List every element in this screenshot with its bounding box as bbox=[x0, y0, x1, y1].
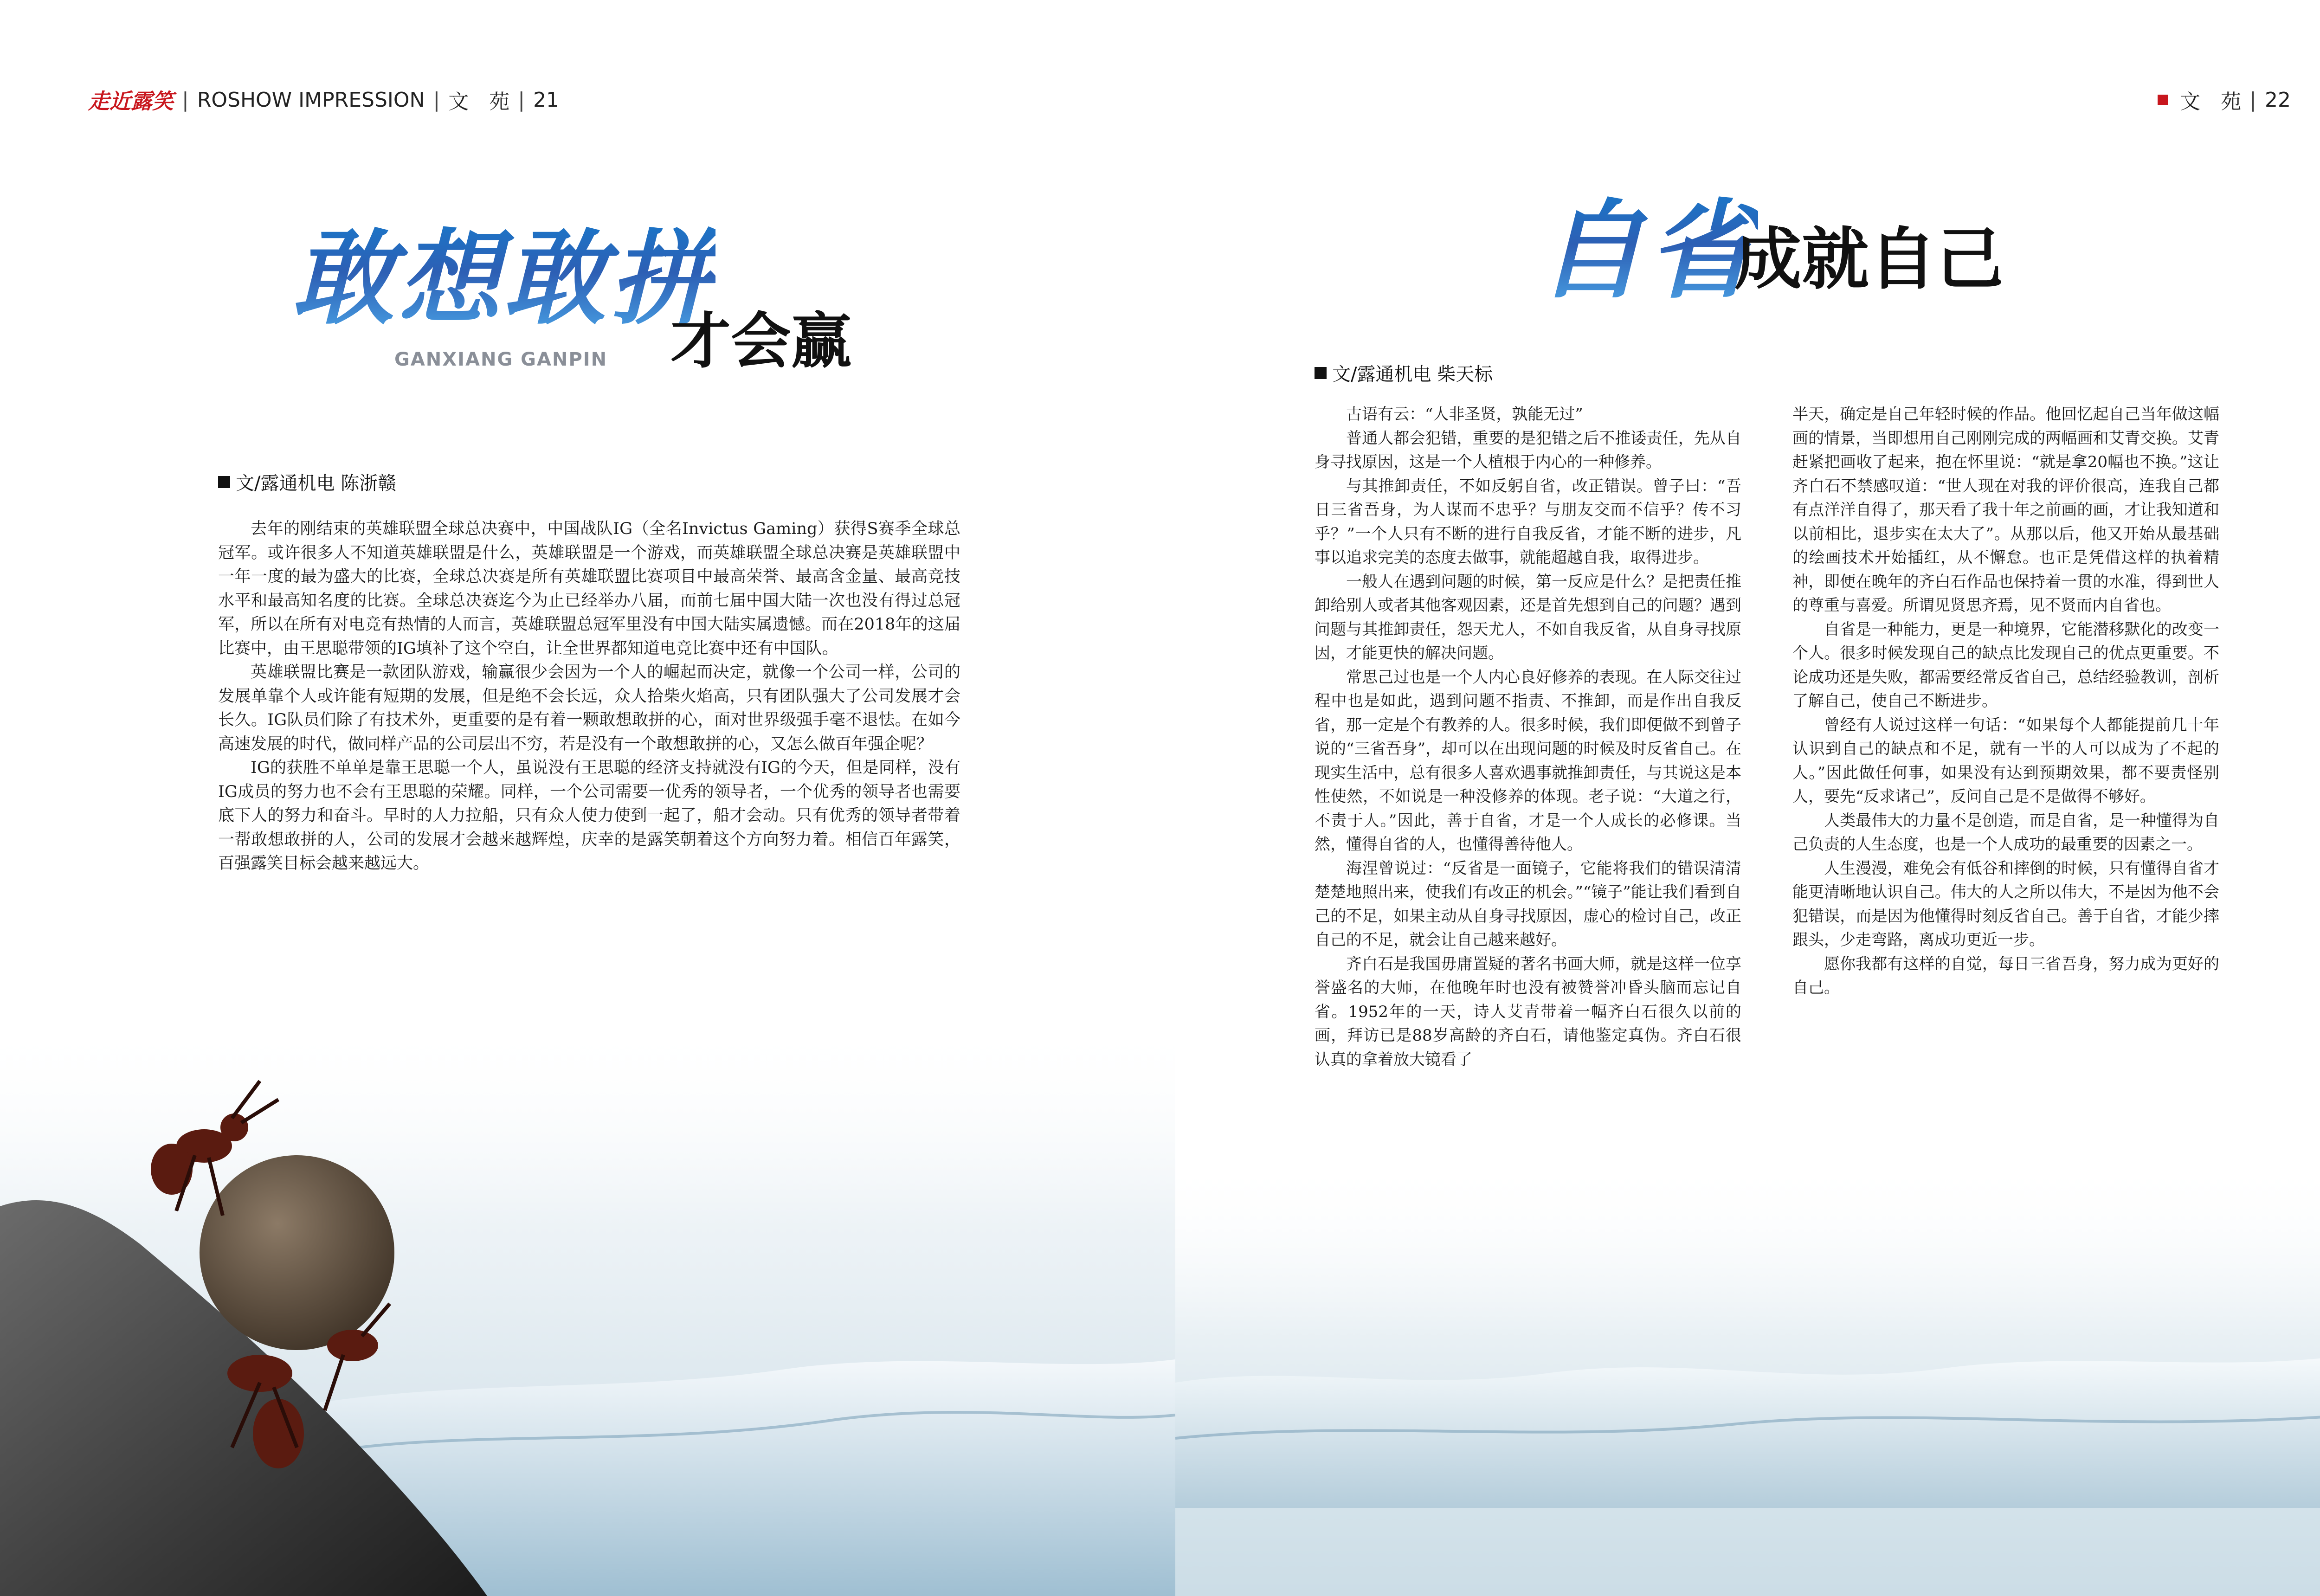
paragraph: 自省是一种能力，更是一种境界，它能潜移默化的改变一个人。很多时候发现自己的缺点比发现自己的优点更重要。不论成功还是失败，都需要经常反省自己，总结经验教训，剖析了解自己，使自己不断进步。 bbox=[1792, 620, 2219, 710]
byline-text: 文/露通机电 陈浙赣 bbox=[236, 473, 397, 494]
brand-logo: 走近露笑 bbox=[88, 89, 174, 114]
paragraph: 人生漫漫，难免会有低谷和摔倒的时候，只有懂得自省才能更清晰地认识自己。伟大的人之所以伟大，不是因为他不会犯错误，而是因为他懂得时刻反省自己。善于自省，才能少摔跟头，少走弯路，离成功更近一步。 bbox=[1792, 859, 2219, 949]
byline-square-icon bbox=[1315, 367, 1327, 379]
paragraph: 普通人都会犯错，重要的是犯错之后不推诿责任，先从自身寻找原因，这是一个人植根于内心的一种修养。 bbox=[1315, 429, 1741, 471]
paragraph: 与其推卸责任，不如反躬自省，改正错误。曾子曰：“吾日三省吾身，为人谋而不忠乎？与朋友交而不信乎？传不习乎？”一个人只有不断的进行自我反省，才能不断的进步，凡事以追求完美的态度去做事，就能超越自我，取得进步。 bbox=[1315, 476, 1741, 567]
article-body bbox=[218, 517, 960, 876]
article-title-highlight: 敢想敢拼 bbox=[292, 218, 716, 338]
text-column-1 bbox=[1315, 403, 1741, 1072]
article-title-highlight: 自省 bbox=[1537, 188, 1758, 313]
section-name: 文 苑 bbox=[448, 90, 510, 114]
paragraph: 愿你我都有这样的自觉，每日三省吾身，努力成为更好的自己。 bbox=[1792, 954, 2219, 997]
right-page bbox=[1175, 0, 2320, 1596]
article-title-rest: 才会赢 bbox=[670, 306, 852, 376]
paragraph: 英雄联盟比赛是一款团队游戏，输赢很少会因为一个人的崛起而决定，就像一个公司一样，公司的发展单靠个人或许能有短期的发展，但是绝不会长远，众人拾柴火焰高，只有团队强大了公司发展才会长久。IG队员们除了有技术外，更重要的是有着一颗敢想敢拼的心，面对世界级强手毫不退怯。在如今高速发展的时代，做同样产品的公司层出不穷，若是没有一个敢想敢拼的心，又怎么做百年强企呢？ bbox=[218, 663, 960, 753]
paragraph: 半天，确定是自己年轻时候的作品。他回忆起自己当年做这幅画的情景，当即想用自己刚刚完成的两幅画和艾青交换。艾青赶紧把画收了起来，抱在怀里说：“就是拿20幅也不换。”这让齐白石不禁感叹道：“世人现在对我的评价很高，连我自己都有点洋洋自得了，那天看了我十年之前画的画，才让我知道和以前相比，退步实在太大了”。从那以后，他又开始从最基础的绘画技术开始插红，从不懈怠。也正是凭借这样的执着精神，即便在晚年的齐白石作品也保持着一贯的水准，得到世人的尊重与喜爱。所谓见贤思齐焉，见不贤而内自省也。 bbox=[1792, 405, 2219, 615]
byline-square-icon bbox=[218, 476, 230, 488]
section-name: 文 苑 bbox=[2180, 90, 2242, 114]
byline bbox=[1315, 360, 1493, 386]
paragraph: 去年的刚结束的英雄联盟全球总决赛中，中国战队IG（全名Invictus Gaming）获得S赛季全球总冠军。或许很多人不知道英雄联盟是什么，英雄联盟是一个游戏，而英雄联盟全球总决赛是英雄联盟中一年一度的最为盛大的比赛，全球总决赛是所有英雄联盟比赛项目中最高荣誉、最高含金量、最高竞技水平和最高知名度的比赛。全球总决赛迄今为止已经举办八届，而前七届中国大陆一次也没有得过总冠军，所以在所有对电竞有热情的人而言，英雄联盟总冠军里没有中国大陆实属遗憾。而在2018年的这届比赛中，由王思聪带领的IG填补了这个空白，让全世界都知道电竞比赛中还有中国队。 bbox=[218, 520, 960, 658]
paragraph: 曾经有人说过这样一句话：“如果每个人都能提前几十年认识到自己的缺点和不足，就有一半的人可以成为了不起的人。”因此做任何事，如果没有达到预期效果，都不要责怪别人，要先“反求诸己”，反问自己是不是做得不够好。 bbox=[1792, 715, 2219, 806]
byline bbox=[218, 469, 396, 495]
paragraph: 齐白石是我国毋庸置疑的著名书画大师，就是这样一位享誉盛名的大师，在他晚年时也没有被赞誉冲昏头脑而忘记自省。1952年的一天，诗人艾青带着一幅齐白石很久以前的画，拜访已是88岁高龄的齐白石，请他鉴定真伪。齐白石很认真的拿着放大镜看了 bbox=[1315, 954, 1741, 1069]
article-title-pinyin: GANXIANG GANPIN bbox=[394, 349, 608, 370]
section-marker-icon bbox=[2158, 95, 2168, 105]
paragraph: 一般人在遇到问题的时候，第一反应是什么？是把责任推卸给别人或者其他客观因素，还是首先想到自己的问题？遇到问题与其推卸责任，怨天尤人，不如自我反省，从自身寻找原因，才能更快的解决问题。 bbox=[1315, 572, 1741, 663]
paragraph: 人类最伟大的力量不是创造，而是自省，是一种懂得为自己负责的人生态度，也是一个人成功的最重要的因素之一。 bbox=[1792, 811, 2219, 854]
page-number: 21 bbox=[533, 88, 560, 112]
text-column-2 bbox=[1792, 403, 2219, 1000]
magazine-name: ROSHOW IMPRESSION bbox=[197, 88, 425, 112]
byline-text: 文/露通机电 柴天标 bbox=[1332, 364, 1493, 385]
article-title-rest: 成就自己 bbox=[1734, 220, 2004, 299]
paragraph: IG的获胜不单单是靠王思聪一个人，虽说没有王思聪的经济支持就没有IG的今天，但是同样，没有IG成员的努力也不会有王思聪的荣耀。同样，一个公司需要一优秀的领导者，一个优秀的领导者也需要底下人的努力和奋斗。早时的人力拉船，只有众人使力使到一起了，船才会动。只有优秀的领导者带着一帮敢想敢拼的人，公司的发展才会越来越辉煌，庆幸的是露笑朝着这个方向努力着。相信百年露笑，百强露笑目标会越来越远大。 bbox=[218, 759, 960, 873]
page-header-right: 文 苑 | 22 bbox=[2158, 84, 2291, 116]
page-number: 22 bbox=[2265, 88, 2291, 112]
paragraph: 海涅曾说过：“反省是一面镜子，它能将我们的错误清清楚楚地照出来，使我们有改正的机会。”“镜子”能让我们看到自己的不足，如果主动从自身寻找原因，虚心的检讨自己，改正自己的不足，就会让自己越来越好。 bbox=[1315, 859, 1741, 949]
paragraph: 常思己过也是一个人内心良好修养的表现。在人际交往过程中也是如此，遇到问题不指责、不推卸，而是作出自我反省，那一定是个有教养的人。很多时候，我们即便做不到曾子说的“三省吾身”，却可以在出现问题的时候及时反省自己。在现实生活中，总有很多人喜欢遇事就推卸责任，与其说这是本性使然，不如说是一种没修养的体现。老子说：“大道之行，不责于人。”因此，善于自省，才是一个人成长的必修课。当然，懂得自省的人，也懂得善待他人。 bbox=[1315, 668, 1741, 854]
dung-ball bbox=[200, 1155, 394, 1350]
page-header-left: 走近露笑 | ROSHOW IMPRESSION | 文 苑 | 21 bbox=[88, 84, 559, 116]
paragraph: 古语有云：“人非圣贤，孰能无过” bbox=[1346, 405, 1583, 424]
